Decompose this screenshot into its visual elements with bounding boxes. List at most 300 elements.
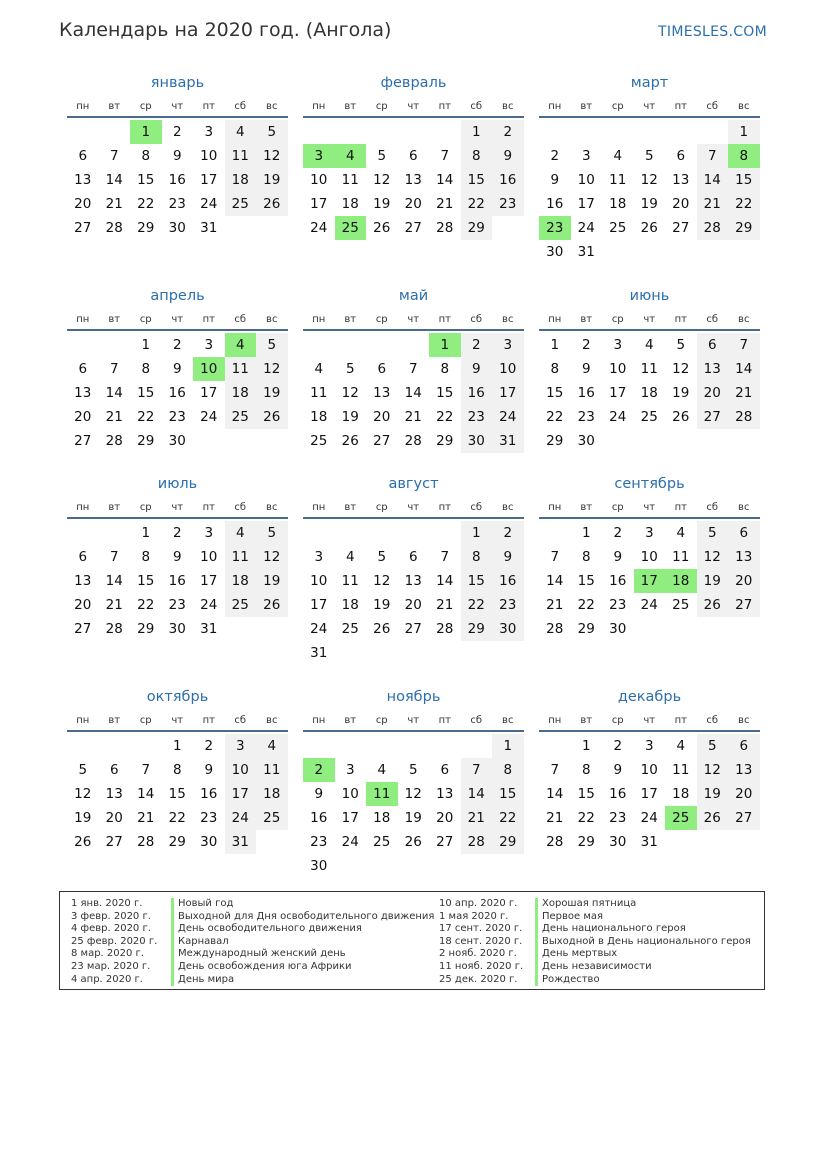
day-cell: 19 bbox=[697, 782, 729, 806]
weekday-label: пт bbox=[674, 314, 687, 325]
empty-cell bbox=[429, 734, 461, 758]
day-cell: 26 bbox=[373, 621, 391, 637]
month-name: июль bbox=[157, 476, 198, 492]
empty-cell bbox=[634, 120, 666, 144]
weekday-label: пн bbox=[76, 715, 90, 726]
day-cell: 27 bbox=[373, 433, 391, 449]
day-cell: 27 bbox=[436, 834, 454, 850]
day-cell: 3 bbox=[204, 337, 214, 353]
day-cell: 28 bbox=[461, 830, 493, 854]
day-cell: 13 bbox=[436, 786, 454, 802]
day-cell: 19 bbox=[341, 409, 359, 425]
weekday-header bbox=[67, 311, 288, 331]
weekday-header bbox=[303, 311, 524, 331]
day-cell: 15 bbox=[461, 168, 493, 192]
day-cell: 20 bbox=[728, 782, 760, 806]
day-cell: 24 bbox=[200, 196, 218, 212]
day-cell: 17 bbox=[200, 172, 218, 188]
day-cell: 23 bbox=[492, 593, 524, 617]
weekday-label: вс bbox=[502, 101, 514, 112]
legend-date: 2 нояб. 2020 г. bbox=[439, 948, 517, 960]
weekday-label: вс bbox=[738, 715, 750, 726]
day-cell: 20 bbox=[373, 409, 391, 425]
day-cell: 1 bbox=[461, 120, 493, 144]
day-cell: 24 bbox=[310, 621, 328, 637]
day-cell: 12 bbox=[373, 573, 391, 589]
empty-cell bbox=[366, 120, 398, 144]
empty-cell bbox=[67, 521, 99, 545]
day-cell: 5 bbox=[676, 337, 686, 353]
day-cell: 29 bbox=[137, 220, 155, 236]
day-cell: 19 bbox=[256, 569, 288, 593]
empty-cell bbox=[429, 120, 461, 144]
day-cell: 7 bbox=[728, 333, 760, 357]
day-cell: 28 bbox=[105, 220, 123, 236]
day-cell: 15 bbox=[728, 168, 760, 192]
weekday-label: ср bbox=[375, 715, 388, 726]
weekday-label: ср bbox=[139, 314, 152, 325]
days-grid bbox=[303, 120, 524, 240]
day-cell: 13 bbox=[697, 357, 729, 381]
legend-holiday-name: День мира bbox=[171, 974, 434, 987]
legend-holiday-name: День освободительного движения bbox=[171, 923, 434, 936]
day-cell: 18 bbox=[341, 196, 359, 212]
holiday-day-cell: 2 bbox=[303, 758, 335, 782]
weekday-label: пн bbox=[76, 101, 90, 112]
holiday-day-cell: 18 bbox=[665, 569, 697, 593]
legend-date: 1 мая 2020 г. bbox=[439, 910, 509, 922]
weekday-label: пт bbox=[674, 101, 687, 112]
day-cell: 21 bbox=[546, 597, 564, 613]
day-cell: 28 bbox=[546, 621, 564, 637]
legend-right-dates bbox=[439, 898, 523, 986]
day-cell: 27 bbox=[74, 220, 92, 236]
weekday-label: вт bbox=[344, 314, 357, 325]
day-cell: 8 bbox=[440, 361, 450, 377]
day-cell: 12 bbox=[373, 172, 391, 188]
holiday-day-cell: 25 bbox=[335, 216, 367, 240]
day-cell: 21 bbox=[728, 381, 760, 405]
day-cell: 23 bbox=[461, 405, 493, 429]
day-cell: 17 bbox=[200, 573, 218, 589]
weekday-label: вт bbox=[344, 715, 357, 726]
day-cell: 12 bbox=[672, 361, 690, 377]
weekday-label: вс bbox=[738, 101, 750, 112]
day-cell: 9 bbox=[204, 762, 214, 778]
month-name: ноябрь bbox=[386, 689, 441, 705]
days-grid bbox=[303, 333, 524, 453]
empty-cell bbox=[303, 333, 335, 357]
month-name: декабрь bbox=[617, 689, 682, 705]
month-block bbox=[539, 686, 760, 854]
empty-cell bbox=[366, 333, 398, 357]
page-title: Календарь на 2020 год. (Ангола) bbox=[59, 19, 392, 41]
day-cell: 19 bbox=[256, 168, 288, 192]
month-name: май bbox=[398, 288, 429, 304]
weekday-label: вс bbox=[502, 314, 514, 325]
day-cell: 28 bbox=[105, 621, 123, 637]
empty-cell bbox=[99, 120, 131, 144]
day-cell: 16 bbox=[168, 573, 186, 589]
day-cell: 22 bbox=[492, 806, 524, 830]
day-cell: 1 bbox=[141, 525, 151, 541]
month-block bbox=[303, 285, 524, 453]
month-name: июнь bbox=[629, 288, 670, 304]
day-cell: 23 bbox=[609, 597, 627, 613]
day-cell: 1 bbox=[581, 738, 591, 754]
legend-date: 4 февр. 2020 г. bbox=[71, 923, 151, 935]
day-cell: 8 bbox=[461, 545, 493, 569]
empty-cell bbox=[665, 120, 697, 144]
days-grid bbox=[67, 120, 288, 240]
weekday-label: ср bbox=[375, 314, 388, 325]
day-cell: 27 bbox=[74, 621, 92, 637]
weekday-label: чт bbox=[407, 502, 420, 513]
day-cell: 30 bbox=[168, 621, 186, 637]
weekday-header bbox=[539, 712, 760, 732]
day-cell: 12 bbox=[697, 758, 729, 782]
day-cell: 4 bbox=[256, 734, 288, 758]
weekday-label: вс bbox=[738, 502, 750, 513]
legend-date: 4 апр. 2020 г. bbox=[71, 973, 143, 985]
day-cell: 9 bbox=[172, 148, 182, 164]
legend-right-names bbox=[535, 898, 751, 986]
day-cell: 14 bbox=[404, 385, 422, 401]
day-cell: 20 bbox=[404, 597, 422, 613]
holiday-day-cell: 1 bbox=[429, 333, 461, 357]
legend-holiday-name: Первое мая bbox=[535, 911, 751, 924]
day-cell: 2 bbox=[550, 148, 560, 164]
day-cell: 2 bbox=[613, 738, 623, 754]
day-cell: 10 bbox=[200, 148, 218, 164]
day-cell: 8 bbox=[141, 148, 151, 164]
empty-cell bbox=[398, 521, 430, 545]
day-cell: 30 bbox=[310, 858, 328, 874]
weekday-label: вт bbox=[580, 502, 593, 513]
day-cell: 1 bbox=[728, 120, 760, 144]
legend-date: 25 дек. 2020 г. bbox=[439, 973, 518, 985]
day-cell: 30 bbox=[461, 429, 493, 453]
day-cell: 13 bbox=[728, 545, 760, 569]
day-cell: 30 bbox=[609, 621, 627, 637]
day-cell: 11 bbox=[672, 762, 690, 778]
holiday-day-cell: 8 bbox=[728, 144, 760, 168]
day-cell: 7 bbox=[109, 361, 119, 377]
weekday-label: пн bbox=[312, 715, 326, 726]
weekday-label: вт bbox=[344, 101, 357, 112]
weekday-header bbox=[67, 98, 288, 118]
day-cell: 16 bbox=[461, 381, 493, 405]
legend-holiday-name: Рождество bbox=[535, 974, 751, 987]
legend-date: 3 февр. 2020 г. bbox=[71, 910, 151, 922]
month-block bbox=[539, 285, 760, 453]
weekday-label: пт bbox=[202, 314, 215, 325]
day-cell: 11 bbox=[341, 172, 359, 188]
day-cell: 29 bbox=[461, 216, 493, 240]
day-cell: 13 bbox=[105, 786, 123, 802]
weekday-label: вс bbox=[266, 715, 278, 726]
day-cell: 9 bbox=[492, 144, 524, 168]
weekday-label: ср bbox=[139, 502, 152, 513]
day-cell: 6 bbox=[728, 734, 760, 758]
day-cell: 17 bbox=[609, 385, 627, 401]
day-cell: 18 bbox=[225, 381, 257, 405]
day-cell: 19 bbox=[74, 810, 92, 826]
day-cell: 21 bbox=[137, 810, 155, 826]
legend-date: 1 янв. 2020 г. bbox=[71, 898, 143, 909]
day-cell: 23 bbox=[168, 196, 186, 212]
holiday-legend bbox=[59, 891, 765, 990]
day-cell: 24 bbox=[577, 220, 595, 236]
weekday-label: пт bbox=[438, 101, 451, 112]
day-cell: 21 bbox=[546, 810, 564, 826]
day-cell: 8 bbox=[581, 549, 591, 565]
day-cell: 29 bbox=[546, 433, 564, 449]
legend-date: 17 сент. 2020 г. bbox=[439, 923, 523, 935]
day-cell: 25 bbox=[310, 433, 328, 449]
day-cell: 4 bbox=[676, 525, 686, 541]
day-cell: 18 bbox=[640, 385, 658, 401]
weekday-label: сб bbox=[706, 314, 719, 325]
day-cell: 14 bbox=[697, 168, 729, 192]
day-cell: 6 bbox=[109, 762, 119, 778]
weekday-label: вс bbox=[266, 502, 278, 513]
day-cell: 2 bbox=[613, 525, 623, 541]
weekday-label: ср bbox=[611, 314, 624, 325]
day-cell: 25 bbox=[225, 405, 257, 429]
day-cell: 19 bbox=[373, 597, 391, 613]
weekday-label: чт bbox=[171, 715, 184, 726]
day-cell: 9 bbox=[613, 762, 623, 778]
weekday-label: пт bbox=[438, 502, 451, 513]
weekday-label: пт bbox=[674, 715, 687, 726]
weekday-header bbox=[67, 499, 288, 519]
day-cell: 15 bbox=[492, 782, 524, 806]
day-cell: 30 bbox=[168, 220, 186, 236]
day-cell: 28 bbox=[728, 405, 760, 429]
day-cell: 24 bbox=[609, 409, 627, 425]
day-cell: 21 bbox=[105, 409, 123, 425]
day-cell: 6 bbox=[676, 148, 686, 164]
day-cell: 10 bbox=[200, 549, 218, 565]
day-cell: 27 bbox=[404, 621, 422, 637]
day-cell: 14 bbox=[105, 385, 123, 401]
day-cell: 6 bbox=[728, 521, 760, 545]
day-cell: 9 bbox=[613, 549, 623, 565]
empty-cell bbox=[335, 734, 367, 758]
legend-holiday-name: День освобождения юга Африки bbox=[171, 961, 434, 974]
days-grid bbox=[303, 521, 524, 665]
weekday-label: сб bbox=[234, 314, 247, 325]
empty-cell bbox=[130, 734, 162, 758]
legend-left-names bbox=[171, 898, 434, 986]
weekday-label: вс bbox=[266, 101, 278, 112]
day-cell: 15 bbox=[436, 385, 454, 401]
day-cell: 20 bbox=[105, 810, 123, 826]
day-cell: 1 bbox=[172, 738, 182, 754]
day-cell: 16 bbox=[200, 786, 218, 802]
month-name: сентябрь bbox=[614, 476, 685, 492]
day-cell: 6 bbox=[440, 762, 450, 778]
day-cell: 5 bbox=[256, 521, 288, 545]
day-cell: 24 bbox=[200, 597, 218, 613]
empty-cell bbox=[335, 120, 367, 144]
day-cell: 5 bbox=[408, 762, 418, 778]
weekday-label: ср bbox=[139, 101, 152, 112]
weekday-label: сб bbox=[706, 101, 719, 112]
legend-date: 18 сент. 2020 г. bbox=[439, 935, 523, 947]
day-cell: 31 bbox=[310, 645, 328, 661]
day-cell: 4 bbox=[613, 148, 623, 164]
day-cell: 12 bbox=[256, 545, 288, 569]
day-cell: 28 bbox=[436, 220, 454, 236]
day-cell: 17 bbox=[640, 786, 658, 802]
day-cell: 9 bbox=[314, 786, 324, 802]
day-cell: 25 bbox=[256, 806, 288, 830]
day-cell: 7 bbox=[109, 549, 119, 565]
day-cell: 11 bbox=[225, 144, 257, 168]
weekday-label: пн bbox=[312, 314, 326, 325]
day-cell: 9 bbox=[492, 545, 524, 569]
month-name: октябрь bbox=[146, 689, 209, 705]
day-cell: 5 bbox=[697, 521, 729, 545]
day-cell: 15 bbox=[577, 573, 595, 589]
legend-holiday-name: Карнавал bbox=[171, 936, 434, 949]
day-cell: 22 bbox=[436, 409, 454, 425]
weekday-label: пт bbox=[438, 715, 451, 726]
weekday-label: пн bbox=[76, 314, 90, 325]
day-cell: 16 bbox=[492, 569, 524, 593]
day-cell: 17 bbox=[200, 385, 218, 401]
day-cell: 25 bbox=[609, 220, 627, 236]
empty-cell bbox=[99, 734, 131, 758]
day-cell: 4 bbox=[345, 549, 355, 565]
day-cell: 15 bbox=[546, 385, 564, 401]
day-cell: 4 bbox=[676, 738, 686, 754]
weekday-header bbox=[303, 499, 524, 519]
weekday-label: ср bbox=[611, 502, 624, 513]
weekday-label: пт bbox=[202, 715, 215, 726]
weekday-label: вт bbox=[580, 101, 593, 112]
legend-holiday-name: Международный женский день bbox=[171, 948, 434, 961]
day-cell: 28 bbox=[546, 834, 564, 850]
day-cell: 13 bbox=[728, 758, 760, 782]
day-cell: 11 bbox=[341, 573, 359, 589]
day-cell: 30 bbox=[492, 617, 524, 641]
legend-holiday-name: Выходной в День национального героя bbox=[535, 936, 751, 949]
day-cell: 10 bbox=[492, 357, 524, 381]
day-cell: 7 bbox=[141, 762, 151, 778]
day-cell: 5 bbox=[78, 762, 88, 778]
weekday-label: пн bbox=[312, 502, 326, 513]
day-cell: 30 bbox=[609, 834, 627, 850]
day-cell: 9 bbox=[461, 357, 493, 381]
day-cell: 12 bbox=[256, 144, 288, 168]
weekday-header bbox=[303, 98, 524, 118]
day-cell: 4 bbox=[377, 762, 387, 778]
weekday-label: пн bbox=[548, 101, 562, 112]
day-cell: 3 bbox=[644, 525, 654, 541]
weekday-label: сб bbox=[706, 715, 719, 726]
day-cell: 5 bbox=[377, 549, 387, 565]
day-cell: 26 bbox=[341, 433, 359, 449]
site-link[interactable]: TIMESLES.COM bbox=[658, 24, 767, 40]
day-cell: 14 bbox=[728, 357, 760, 381]
day-cell: 31 bbox=[225, 830, 257, 854]
day-cell: 29 bbox=[137, 433, 155, 449]
weekday-label: пт bbox=[202, 502, 215, 513]
holiday-day-cell: 4 bbox=[225, 333, 257, 357]
day-cell: 5 bbox=[256, 333, 288, 357]
day-cell: 26 bbox=[672, 409, 690, 425]
month-block bbox=[303, 72, 524, 240]
day-cell: 17 bbox=[310, 196, 328, 212]
day-cell: 11 bbox=[310, 385, 328, 401]
day-cell: 4 bbox=[644, 337, 654, 353]
day-cell: 16 bbox=[609, 573, 627, 589]
weekday-label: вс bbox=[738, 314, 750, 325]
weekday-header bbox=[303, 712, 524, 732]
day-cell: 26 bbox=[404, 834, 422, 850]
weekday-label: пн bbox=[312, 101, 326, 112]
empty-cell bbox=[303, 734, 335, 758]
month-name: август bbox=[388, 476, 439, 492]
month-block bbox=[67, 285, 288, 453]
weekday-label: ср bbox=[611, 101, 624, 112]
legend-holiday-name: День мертвых bbox=[535, 948, 751, 961]
empty-cell bbox=[398, 333, 430, 357]
day-cell: 15 bbox=[461, 569, 493, 593]
day-cell: 17 bbox=[341, 810, 359, 826]
day-cell: 7 bbox=[109, 148, 119, 164]
day-cell: 12 bbox=[697, 545, 729, 569]
day-cell: 14 bbox=[461, 782, 493, 806]
day-cell: 23 bbox=[168, 597, 186, 613]
day-cell: 20 bbox=[672, 196, 690, 212]
day-cell: 11 bbox=[225, 357, 257, 381]
day-cell: 22 bbox=[137, 409, 155, 425]
day-cell: 21 bbox=[436, 196, 454, 212]
day-cell: 11 bbox=[609, 172, 627, 188]
holiday-day-cell: 3 bbox=[303, 144, 335, 168]
legend-date: 25 февр. 2020 г. bbox=[71, 935, 158, 947]
weekday-header bbox=[539, 499, 760, 519]
day-cell: 27 bbox=[672, 220, 690, 236]
day-cell: 29 bbox=[137, 621, 155, 637]
empty-cell bbox=[539, 120, 571, 144]
day-cell: 14 bbox=[137, 786, 155, 802]
month-block bbox=[67, 473, 288, 641]
day-cell: 24 bbox=[341, 834, 359, 850]
day-cell: 20 bbox=[74, 597, 92, 613]
day-cell: 21 bbox=[436, 597, 454, 613]
weekday-label: чт bbox=[643, 101, 656, 112]
day-cell: 22 bbox=[546, 409, 564, 425]
weekday-label: вс bbox=[502, 502, 514, 513]
day-cell: 6 bbox=[697, 333, 729, 357]
day-cell: 16 bbox=[310, 810, 328, 826]
weekday-label: ср bbox=[375, 502, 388, 513]
day-cell: 1 bbox=[461, 521, 493, 545]
day-cell: 11 bbox=[225, 545, 257, 569]
day-cell: 9 bbox=[172, 361, 182, 377]
day-cell: 6 bbox=[408, 148, 418, 164]
day-cell: 29 bbox=[492, 830, 524, 854]
day-cell: 7 bbox=[440, 549, 450, 565]
day-cell: 18 bbox=[373, 810, 391, 826]
legend-holiday-name: Новый год bbox=[171, 898, 434, 911]
day-cell: 29 bbox=[461, 617, 493, 641]
